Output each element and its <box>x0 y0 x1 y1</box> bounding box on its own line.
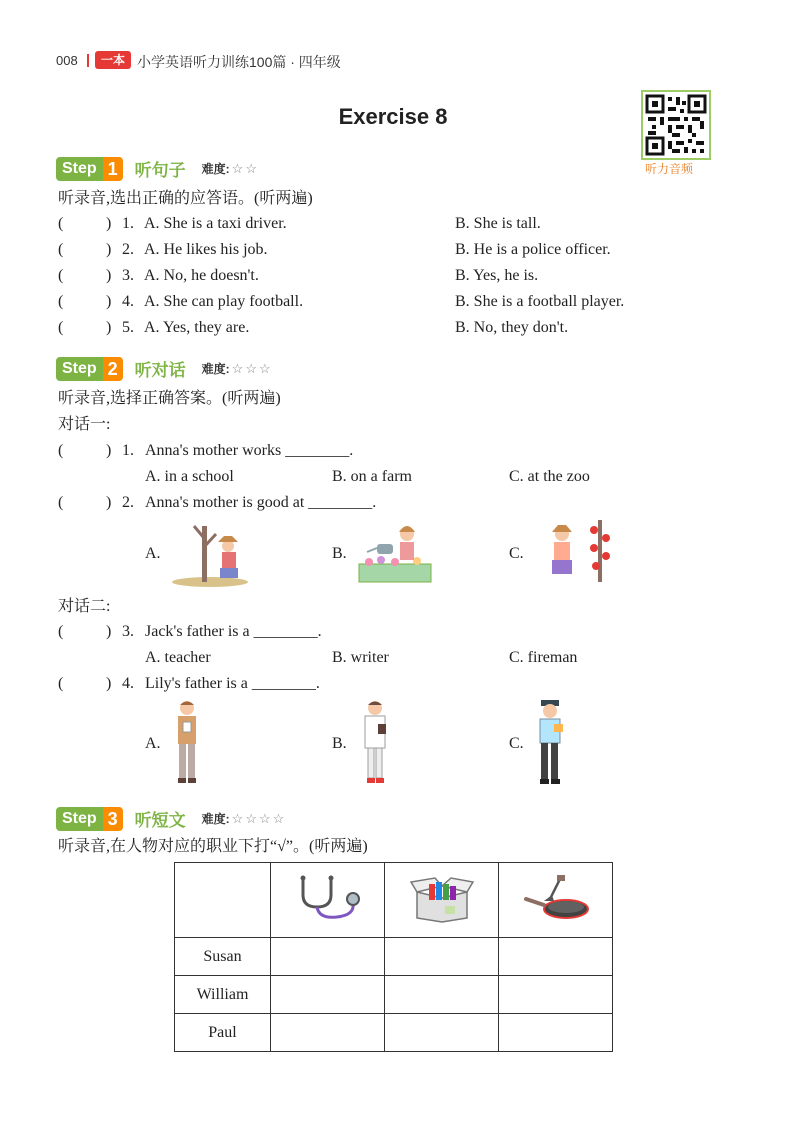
frying-pan-column-header <box>499 863 613 938</box>
answer-cell[interactable] <box>499 938 613 976</box>
books-box-icon <box>407 872 477 924</box>
difficulty-stars: ☆☆☆☆ <box>231 810 287 826</box>
option-b-label: B. <box>332 545 347 562</box>
answer-close-paren: ) <box>106 442 112 459</box>
step-word: Step <box>56 157 103 181</box>
difficulty-label: 难度: <box>201 812 230 826</box>
difficulty-stars: ☆☆☆ <box>231 360 273 376</box>
book-title: 小学英语听力训练100篇 · 四年级 <box>137 54 341 70</box>
answer-close-paren: ) <box>106 215 112 232</box>
option-b: B. He is a police officer. <box>455 241 611 258</box>
frying-pan-icon <box>520 873 592 923</box>
dialog-1-label: 对话一: <box>58 416 111 433</box>
answer-cell[interactable] <box>499 1014 613 1052</box>
answer-open-paren[interactable]: ( <box>58 293 64 310</box>
question-number: 1. <box>122 215 134 232</box>
option-b: B. Yes, he is. <box>455 267 539 284</box>
step-1-header <box>56 156 259 181</box>
qr-code[interactable] <box>641 90 711 160</box>
answer-open-paren[interactable]: ( <box>58 675 64 692</box>
option-c-label: C. <box>509 545 524 562</box>
table-row <box>175 976 613 1014</box>
question-number: 1. <box>122 442 134 459</box>
table-row <box>175 1014 613 1052</box>
step-name: 听短文 <box>134 811 186 830</box>
option-a: A. He likes his job. <box>144 241 268 258</box>
option-a: A. teacher <box>145 649 211 666</box>
step-word: Step <box>56 357 103 381</box>
option-b: B. She is tall. <box>455 215 541 232</box>
question-number: 5. <box>122 319 134 336</box>
answer-cell[interactable] <box>271 938 385 976</box>
option-c-label: C. <box>509 735 524 752</box>
step-3-header <box>56 806 286 831</box>
question-text: Anna's mother is good at ________. <box>145 494 377 511</box>
question-text: Jack's father is a ________. <box>145 623 322 640</box>
answer-close-paren: ) <box>106 241 112 258</box>
question-number: 2. <box>122 241 134 258</box>
option-c: C. at the zoo <box>509 468 590 485</box>
difficulty-label: 难度: <box>201 162 230 176</box>
option-b: B. writer <box>332 649 389 666</box>
dialog-2-label: 对话二: <box>58 598 111 615</box>
difficulty-stars: ☆☆ <box>231 160 259 176</box>
planting-tree-illustration <box>170 518 250 588</box>
stethoscope-column-header <box>271 863 385 938</box>
difficulty-label: 难度: <box>201 362 230 376</box>
answer-close-paren: ) <box>106 494 112 511</box>
step-number: 3 <box>103 807 123 831</box>
page-number: 008 <box>56 53 78 68</box>
answer-open-paren[interactable]: ( <box>58 442 64 459</box>
question-number: 4. <box>122 675 134 692</box>
answer-open-paren[interactable]: ( <box>58 319 64 336</box>
answer-close-paren: ) <box>106 319 112 336</box>
option-a-label: A. <box>145 545 161 562</box>
answer-cell[interactable] <box>271 976 385 1014</box>
option-b-label: B. <box>332 735 347 752</box>
option-a-label: A. <box>145 735 161 752</box>
question-number: 3. <box>122 267 134 284</box>
picking-tomatoes-illustration <box>540 516 620 586</box>
row-name: William <box>175 976 271 1014</box>
answer-cell[interactable] <box>271 1014 385 1052</box>
books-box-column-header <box>385 863 499 938</box>
table-header-row <box>175 863 613 938</box>
header-divider <box>87 54 89 67</box>
option-b: B. She is a football player. <box>455 293 625 310</box>
answer-close-paren: ) <box>106 293 112 310</box>
option-a: A. No, he doesn't. <box>144 267 259 284</box>
step-2-instruction: 听录音,选择正确答案。(听两遍) <box>58 390 281 407</box>
answer-cell[interactable] <box>499 976 613 1014</box>
answer-open-paren[interactable]: ( <box>58 494 64 511</box>
step-2-header <box>56 356 273 381</box>
option-b: B. No, they don't. <box>455 319 569 336</box>
row-name: Paul <box>175 1014 271 1052</box>
table-row <box>175 938 613 976</box>
brand-logo: 一本 <box>95 51 131 69</box>
table-corner-cell <box>175 863 271 938</box>
page-title: Exercise 8 <box>338 104 448 129</box>
option-a: A. in a school <box>145 468 234 485</box>
answer-cell[interactable] <box>385 1014 499 1052</box>
answer-open-paren[interactable]: ( <box>58 623 64 640</box>
answer-open-paren[interactable]: ( <box>58 215 64 232</box>
answer-close-paren: ) <box>106 267 112 284</box>
question-number: 3. <box>122 623 134 640</box>
option-a: A. She can play football. <box>144 293 304 310</box>
answer-cell[interactable] <box>385 976 499 1014</box>
option-a: A. She is a taxi driver. <box>144 215 287 232</box>
option-b: B. on a farm <box>332 468 412 485</box>
answer-close-paren: ) <box>106 623 112 640</box>
policeman-illustration <box>532 698 568 788</box>
stethoscope-icon <box>293 873 363 923</box>
answer-cell[interactable] <box>385 938 499 976</box>
step-name: 听句子 <box>134 161 186 180</box>
question-number: 2. <box>122 494 134 511</box>
qr-label: 听力音频 <box>645 162 694 176</box>
step-number: 2 <box>103 357 123 381</box>
doctor-man-illustration <box>358 698 392 788</box>
answer-open-paren[interactable]: ( <box>58 241 64 258</box>
answer-close-paren: ) <box>106 675 112 692</box>
row-name: Susan <box>175 938 271 976</box>
occupation-table <box>174 862 613 1052</box>
step-name: 听对话 <box>134 361 186 380</box>
option-c: C. fireman <box>509 649 578 666</box>
teacher-man-illustration <box>170 698 204 788</box>
answer-open-paren[interactable]: ( <box>58 267 64 284</box>
qr-code-icon <box>643 92 709 158</box>
step-number: 1 <box>103 157 123 181</box>
step-1-instruction: 听录音,选出正确的应答语。(听两遍) <box>58 190 313 207</box>
question-number: 4. <box>122 293 134 310</box>
step-3-instruction: 听录音,在人物对应的职业下打“√”。(听两遍) <box>58 838 368 855</box>
question-text: Anna's mother works ________. <box>145 442 354 459</box>
question-text: Lily's father is a ________. <box>145 675 320 692</box>
watering-flowers-illustration <box>355 516 435 586</box>
option-a: A. Yes, they are. <box>144 319 250 336</box>
step-word: Step <box>56 807 103 831</box>
